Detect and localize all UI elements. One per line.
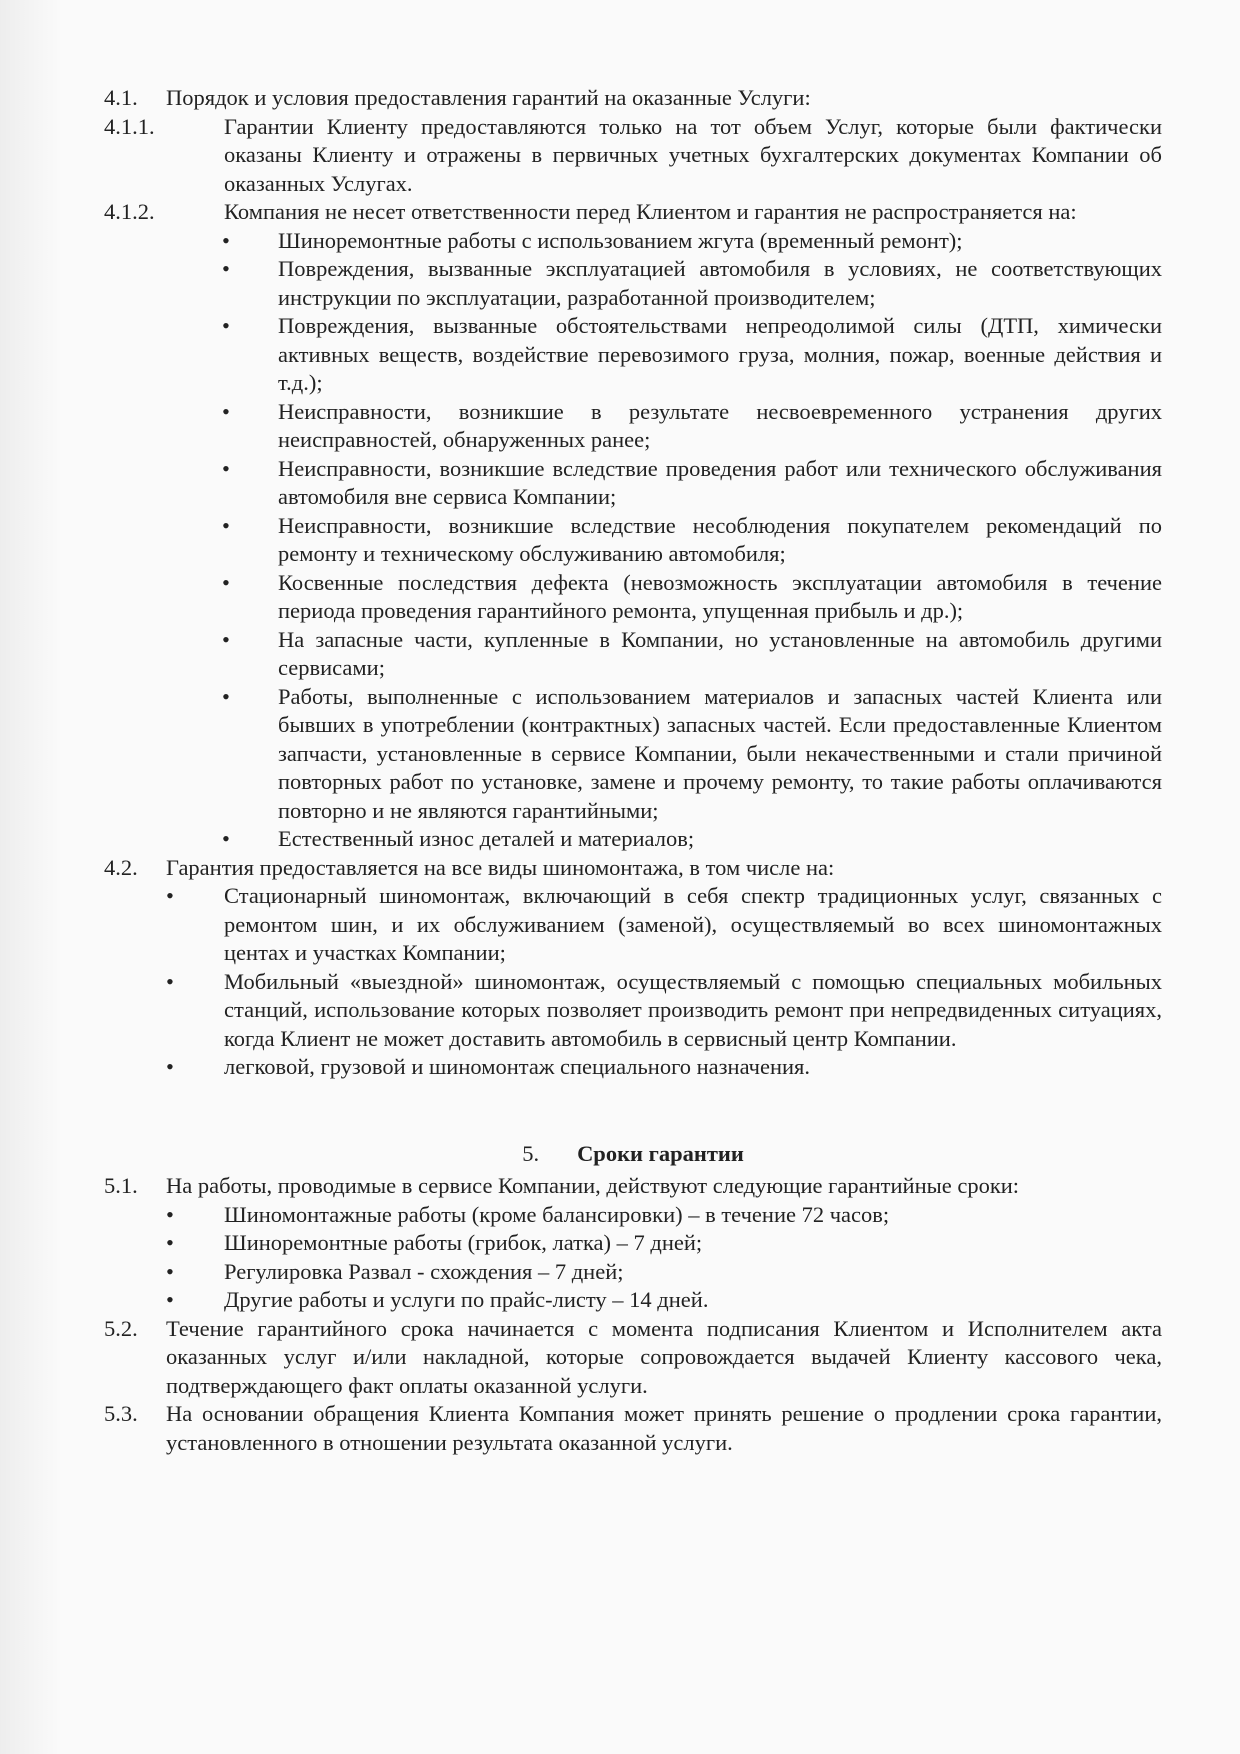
clause-5-2 [104,1315,1162,1401]
clause-4-1 [104,84,1162,113]
clause-text: На работы, проводимые в сервисе Компании, действуют следующие гарантийные сроки: [166,1173,1020,1198]
clause-text: Гарантия предоставляется на все виды шиномонтажа, в том числе на: [166,854,835,880]
bullet-icon: • [222,626,230,652]
list-item: • Неисправности, возникшие в результате несвоевременного устранения других неисправностей, обнаруженных ранее; [104,398,1162,455]
clause-4-2 [104,854,1162,883]
list-item: • легковой, грузовой и шиномонтаж специального назначения. [104,1053,1162,1082]
clause-4-1-1 [104,113,1162,199]
exclusions-list [104,227,1162,854]
document-body [104,84,1162,1457]
bullet-icon: • [222,826,230,851]
clause-5-1 [104,1172,1162,1201]
bullet-icon: • [166,1054,174,1079]
scan-shadow [0,0,60,1754]
bullet-icon: • [222,313,230,338]
bullet-icon: • [166,968,174,994]
bullet-icon: • [222,512,230,538]
section-5-heading [104,1140,1162,1169]
list-item: • Работы, выполненные с использованием материалов и запасных частей Клиента или бывших в употреблении (контрактных) запасных частей. Если предоставленные Клиентом запчасти, установленные в сервисе Компании, были некачественными и стали причиной повторных работ по установке, замене и прочему ремонту, то такие работы оплачиваются повторно и не являются гарантийными; [104,683,1162,826]
clause-number: 4.1.1. [104,113,155,139]
clause-number: 4.2. [104,854,138,880]
bullet-icon: • [166,1287,174,1312]
list-item: • Мобильный «выездной» шиномонтаж, осуществляемый с помощью специальных мобильных станций, использование которых позволяет производить ремонт при непредвиденных ситуациях, когда Клиент не может доставить автомобиль в сервисный центр Компании. [104,968,1162,1054]
list-item: • Стационарный шиномонтаж, включающий в себя спектр традиционных услуг, связанных с ремонтом шин, и их обслуживанием (заменой), осуществляемый во всех шиномонтажных центах и участках Компании; [104,882,1162,968]
list-item: • Естественный износ деталей и материалов; [104,825,1162,854]
bullet-icon: • [222,569,230,595]
clause-text: Течение гарантийного срока начинается с момента подписания Клиентом и Исполнителем акта оказанных услуг и/или накладной, которые сопровождается выдачей Клиенту кассового чека, подтверждающего факт оплаты оказанной услуги. [166,1315,1162,1398]
bullet-icon: • [222,398,230,424]
tire-service-list [104,882,1162,1082]
list-item: • Шиномонтажные работы (кроме балансировки) – в течение 72 часов; [104,1201,1162,1230]
clause-number: 4.1. [104,85,138,110]
bullet-icon: • [222,227,230,253]
clause-number: 5.3. [104,1401,138,1426]
clause-text: На основании обращения Клиента Компания может принять решение о продлении срока гарантии, установленного в отношении результата оказанной услуги. [166,1401,1162,1455]
clause-number: 5.2. [104,1315,138,1341]
clause-number: 5.1. [104,1173,138,1198]
bullet-icon: • [166,1201,174,1227]
clause-number: 4.1.2. [104,199,155,224]
clause-text: Гарантии Клиенту предоставляются только на тот объем Услуг, которые были фактически оказаны Клиенту и отражены в первичных учетных бухгалтерских документах Компании об оказанных Услугах. [224,113,1162,196]
list-item: • Другие работы и услуги по прайс-листу – 14 дней. [104,1286,1162,1315]
bullet-icon: • [166,1230,174,1255]
bullet-icon: • [166,883,174,908]
list-item: • Регулировка Развал - схождения – 7 дней; [104,1258,1162,1287]
clause-4-1-2 [104,198,1162,227]
warranty-terms-list [104,1201,1162,1315]
list-item: • На запасные части, купленные в Компании, но установленные на автомобиль другими сервисами; [104,626,1162,683]
list-item: • Косвенные последствия дефекта (невозможность эксплуатации автомобиля в течение периода проведения гарантийного ремонта, упущенная прибыль и др.); [104,569,1162,626]
section-title: Сроки гарантии [577,1140,744,1166]
list-item: • Неисправности, возникшие вследствие несоблюдения покупателем рекомендаций по ремонту и техническому обслуживанию автомобиля; [104,512,1162,569]
bullet-icon: • [222,683,230,709]
clause-text: Компания не несет ответственности перед Клиентом и гарантия не распространяется на: [224,199,1077,224]
clause-text: Порядок и условия предоставления гарантий на оказанные Услуги: [166,85,811,110]
section-number: 5. [522,1140,540,1166]
list-item: • Шиноремонтные работы (грибок, латка) – 7 дней; [104,1229,1162,1258]
bullet-icon: • [222,455,230,481]
list-item: • Повреждения, вызванные эксплуатацией автомобиля в условиях, не соответствующих инструкции по эксплуатации, разработанной производителем; [104,255,1162,312]
clause-5-3 [104,1400,1162,1457]
bullet-icon: • [166,1258,174,1284]
bullet-icon: • [222,256,230,281]
list-item: • Шиноремонтные работы с использованием жгута (временный ремонт); [104,227,1162,256]
list-item: • Повреждения, вызванные обстоятельствами непреодолимой силы (ДТП, химически активных веществ, воздействие перевозимого груза, молния, пожар, военные действия и т.д.); [104,312,1162,398]
list-item: • Неисправности, возникшие вследствие проведения работ или технического обслуживания автомобиля вне сервиса Компании; [104,455,1162,512]
